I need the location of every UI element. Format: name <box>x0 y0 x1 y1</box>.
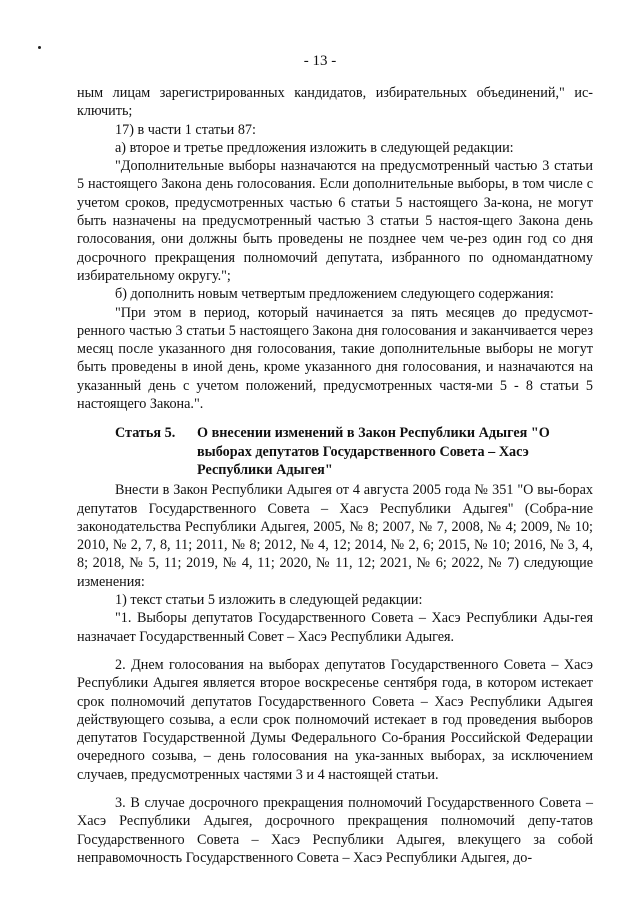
document-body <box>77 84 593 867</box>
article-heading <box>77 424 593 479</box>
paragraphs-after <box>77 481 593 867</box>
paragraph: "При этом в период, который начинается за пять месяцев до предусмот-ренного частью 3 статьи 5 настоящего Закона дня голосования и заканчивается через месяц после указанного дня голосования, такие дополнительные выборы не могут быть проведены в иной день, кроме указанного дня голосования, и назначаются на указанный день с учетом положений, предусмотренных частя-ми 5 - 8 статьи 5 настоящего Закона.". <box>77 304 593 413</box>
margin-dot <box>38 46 41 49</box>
article-number: Статья 5. <box>115 425 176 442</box>
paragraphs-before <box>77 84 593 413</box>
paragraph: 17) в части 1 статьи 87: <box>115 121 256 138</box>
paragraph: "Дополнительные выборы назначаются на предусмотренный частью 3 статьи 5 настоящего Закона день голосования. Если дополнительные выборы, в том числе с учетом сроков, предусмотренных частью 6 статьи 5 настоящего За-кона, не могут быть назначены на предусмотренный частью 3 статьи 5 настоя-щего Закона день голосования, они должны быть проведены не позднее чем че-рез один год со дня досрочного прекращения полномочий депутата, избранного по одномандатному избирательному округу."; <box>77 158 593 284</box>
paragraph: 2. Днем голосования на выборах депутатов Государственного Совета – Хасэ Республики Адыгея является второе воскресенье сентября года, в котором истекает срок полномочий депутатов Государственного Совета – Хасэ Республики Адыгея действующего созыва, а если срок полномочий истекает в год проведения выборов депутатов Государственной Думы Федерального Со-брания Российской Федерации очередного созыва, – день голосования на ука-занных выборах, за исключением случаев, предусмотренных частями 3 и 4 настоящей статьи. <box>77 656 593 783</box>
paragraph: 3. В случае досрочного прекращения полномочий Государственного Совета – Хасэ Республики Адыгея, досрочного прекращения полномочий депу-татов Государственного Совета – Хасэ Республики Адыгея, влекущего за собой неправомочность Государственного Совета – Хасэ Республики Адыгея, до- <box>77 794 593 866</box>
paragraph: а) второе и третье предложения изложить в следующей редакции: <box>115 139 514 156</box>
paragraph: ным лицам зарегистрированных кандидатов, избирательных объединений," ис-ключить; <box>77 85 593 120</box>
paragraph: Внести в Закон Республики Адыгея от 4 августа 2005 года № 351 "О вы-борах депутатов Государственного Совета – Хасэ Республики Адыгея" (Собра-ние законодательства Республики Адыгея, 2005, № 8; 2007, № 7, 2008, № 4; 2009, № 10; 2010, № 2, 7, 8, 11; 2011, № 8; 2012, № 4, 12; 2014, № 2, 6; 2015, № 10; 2016, № 3, 4, 8; 2018, № 5, 11; 2019, № 4, 11; 2020, № 11, 12; 2021, № 6; 2022, № 7) следующие изменения: <box>77 482 593 590</box>
paragraph: б) дополнить новым четвертым предложением следующего содержания: <box>115 286 554 303</box>
paragraph: "1. Выборы депутатов Государственного Совета – Хасэ Республики Ады-гея назначает Государственный Совет – Хасэ Республики Адыгея. <box>77 610 593 645</box>
page-number: - 13 - <box>303 53 337 69</box>
paragraph: 1) текст статьи 5 изложить в следующей редакции: <box>115 592 423 609</box>
article-title: О внесении изменений в Закон Республики Адыгея "О выборах депутатов Государственного Совета – Хасэ Республики Адыгея" <box>197 425 550 478</box>
